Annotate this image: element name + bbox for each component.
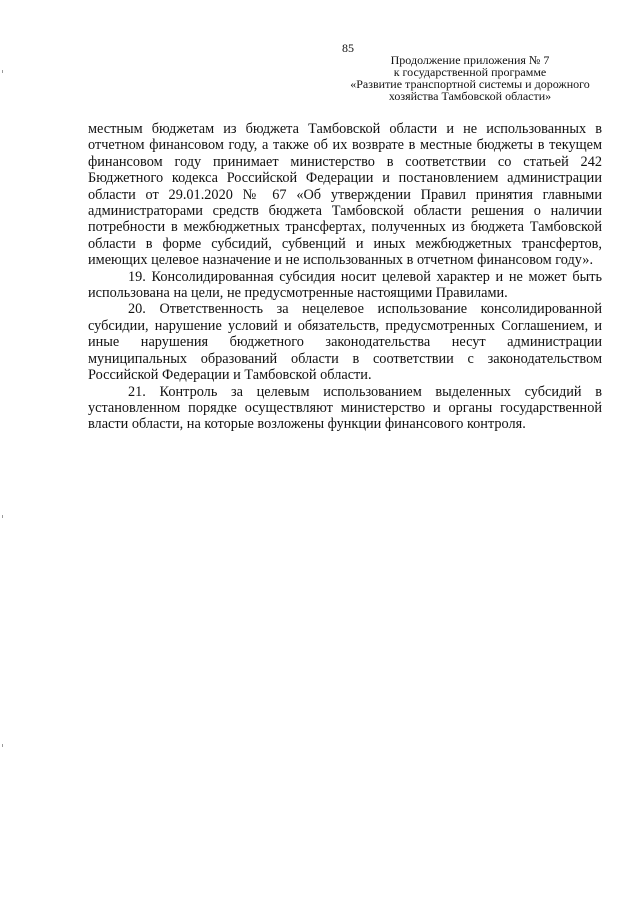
page-number: 85 — [342, 41, 354, 55]
appendix-line: к государственной программе — [393, 65, 547, 79]
paragraph-19: 19. Консолидированная субсидия носит целевой характер и не может быть использована на цели, не предусмотренные настоящими Правилами. — [88, 268, 602, 302]
appendix-line: хозяйства Тамбовской области» — [388, 89, 552, 103]
appendix-line: «Развитие транспортной системы и дорожного — [350, 77, 590, 91]
scan-edge-mark — [2, 744, 3, 747]
scan-edge-mark — [2, 70, 3, 73]
scan-edge-mark — [2, 515, 3, 518]
paragraph-continuation: местным бюджетам из бюджета Тамбовской области и не использованных в отчетном финансовом году, а также об их возврате в местные бюджеты в текущем финансовом году принимает министерство в соответствии со статьей 242 Бюджетного кодекса Российской Федерации и постановлением администрации области от 29.01.2020 № 67 «Об утверждении Правил принятия главными администраторами средств бюджета Тамбовской области решения о наличии потребности в межбюджетных трансфертах, полученных из бюджета Тамбовской области в форме субсидий, субвенций и иных межбюджетных трансфертов, имеющих целевое назначение и не использованных в отчетном финансовом году». — [88, 121, 602, 269]
paragraph-20: 20. Ответственность за нецелевое использование консолидированной субсидии, нарушение условий и обязательств, предусмотренных Соглашением, и иные нарушения бюджетного законодательства несут администрации муниципальных образований области в соответствии с законодательством Российской Федерации и Тамбовской области. — [88, 301, 602, 384]
appendix-header — [330, 54, 610, 102]
paragraph-21: 21. Контроль за целевым использованием выделенных субсидий в установленном порядке осуществляют министерство и органы государственной власти области, на которые возложены функции финансового контроля. — [88, 383, 602, 433]
document-body — [88, 121, 602, 433]
appendix-line: Продолжение приложения № 7 — [390, 53, 550, 67]
